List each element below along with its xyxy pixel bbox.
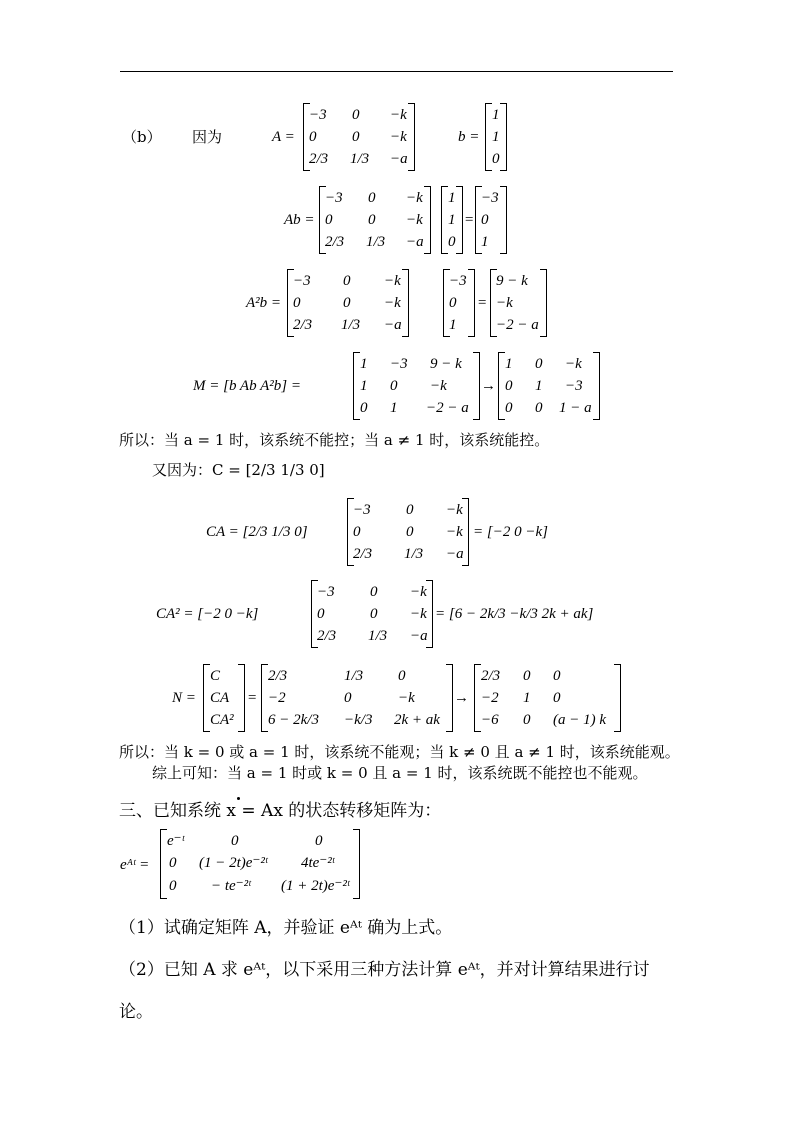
- matrix-N-reduced: [474, 664, 621, 732]
- matrix-entry: 6 − 2k/3: [268, 712, 319, 728]
- A2b-label: A²b =: [246, 295, 282, 311]
- vector-Ab: [475, 186, 507, 254]
- matrix-entry: −3: [565, 378, 583, 394]
- matrix-entry: 2/3: [293, 317, 313, 333]
- vector-N: [203, 664, 245, 732]
- matrix-entry: 2/3: [353, 546, 373, 562]
- matrix-entry: −k: [406, 212, 423, 228]
- matrix-entry: 0: [535, 356, 543, 372]
- matrix-entry: (1 − 2t)e⁻²ᵗ: [199, 855, 268, 871]
- matrix-entry: −k: [446, 502, 463, 518]
- vector-A2b: [490, 269, 547, 337]
- matrix-entry: 0: [553, 690, 561, 706]
- matrix-entry: 0: [370, 584, 378, 600]
- matrix-entry: 0: [390, 378, 398, 394]
- matrix-entry: −a: [384, 317, 402, 333]
- matrix-entry: 0: [449, 295, 457, 311]
- matrix-entry: 1 − a: [559, 400, 592, 416]
- matrix-entry: −k: [390, 129, 407, 145]
- matrix-entry: 2/3: [309, 151, 329, 167]
- matrix-entry: − te⁻²ᵗ: [211, 878, 251, 894]
- matrix-entry: −k: [410, 584, 427, 600]
- matrix-entry: 0: [293, 295, 301, 311]
- matrix-entry: 0: [481, 212, 489, 228]
- matrix-entry: 2/3: [317, 628, 337, 644]
- matrix-entry: 1/3: [341, 317, 361, 333]
- CA-left: CA = [2/3 1/3 0]: [206, 524, 308, 540]
- matrix-entry: −k: [410, 606, 427, 622]
- matrix-entry: 0: [352, 129, 360, 145]
- matrix-entry: 0: [169, 878, 177, 894]
- matrix-eAt: [160, 829, 360, 899]
- arrow-icon: →: [481, 378, 496, 394]
- matrix-entry: 0: [317, 606, 325, 622]
- header-rule: [120, 71, 673, 72]
- matrix-entry: 0: [398, 668, 406, 684]
- because-label: 因为: [192, 128, 223, 146]
- matrix-entry: 0: [325, 212, 333, 228]
- matrix-entry: −k: [430, 378, 447, 394]
- matrix-entry: (1 + 2t)e⁻²ᵗ: [281, 878, 350, 894]
- matrix-entry: 1: [360, 356, 368, 372]
- matrix-M: [353, 352, 480, 420]
- matrix-A-3: [287, 269, 409, 337]
- matrix-entry: 0: [406, 524, 414, 540]
- matrix-entry: −2: [481, 690, 499, 706]
- matrix-entry: 2/3: [325, 234, 345, 250]
- Ab-label: Ab =: [284, 212, 315, 228]
- matrix-entry: 0: [353, 524, 361, 540]
- equals-sign: =: [464, 212, 475, 228]
- matrix-entry: −k: [384, 295, 401, 311]
- matrix-entry: −a: [406, 234, 424, 250]
- matrix-entry: 0: [448, 234, 456, 250]
- matrix-entry: 0: [343, 273, 351, 289]
- matrix-entry: e⁻ᵗ: [167, 833, 185, 849]
- CA-right: = [−2 0 −k]: [473, 524, 548, 540]
- matrix-entry: −3: [390, 356, 408, 372]
- matrix-entry: 1: [481, 234, 489, 250]
- matrix-entry: 0: [360, 400, 368, 416]
- matrix-entry: −3: [449, 273, 467, 289]
- matrix-entry: CA: [210, 690, 230, 706]
- matrix-A-5: [311, 580, 433, 648]
- matrix-entry: 1/3: [404, 546, 424, 562]
- matrix-entry: 1: [448, 212, 456, 228]
- matrix-entry: −3: [293, 273, 311, 289]
- matrix-entry: 1/3: [344, 668, 364, 684]
- matrix-entry: 0: [535, 400, 543, 416]
- matrix-entry: −k: [446, 524, 463, 540]
- matrix-entry: 0: [505, 400, 513, 416]
- arrow-icon: →: [454, 690, 469, 706]
- matrix-entry: 0: [343, 295, 351, 311]
- eAt-label: eᴬᵗ =: [120, 857, 150, 873]
- matrix-entry: −k/3: [344, 712, 373, 728]
- question-3-part-1: （1）试确定矩阵 A，并验证 eᴬᵗ 确为上式。: [119, 918, 453, 938]
- matrix-entry: 0: [370, 606, 378, 622]
- matrix-entry: 1: [492, 129, 500, 145]
- matrix-A-label: A =: [272, 129, 295, 145]
- matrix-entry: 0: [309, 129, 317, 145]
- matrix-entry: −3: [481, 190, 499, 206]
- matrix-entry: 2/3: [268, 668, 288, 684]
- matrix-entry: −3: [317, 584, 335, 600]
- matrix-entry: 1: [535, 378, 543, 394]
- matrix-entry: −2: [268, 690, 286, 706]
- matrix-A-2: [319, 186, 431, 254]
- matrix-entry: −6: [481, 712, 499, 728]
- matrix-entry: 0: [368, 190, 376, 206]
- vector-b: [485, 103, 507, 171]
- question-3-part-2-cont: 论。: [119, 1002, 153, 1022]
- matrix-entry: 4te⁻²ᵗ: [301, 855, 335, 871]
- controllability-conclusion: 所以：当 a = 1 时，该系统不能控；当 a ≠ 1 时，该系统能控。: [119, 431, 550, 449]
- matrix-entry: −3: [309, 107, 327, 123]
- matrix-A: [303, 103, 415, 171]
- matrix-entry: −3: [325, 190, 343, 206]
- matrix-entry: 1: [448, 190, 456, 206]
- matrix-entry: (a − 1) k: [553, 712, 607, 728]
- matrix-entry: 0: [315, 833, 323, 849]
- matrix-entry: −a: [390, 151, 408, 167]
- CA2-left: CA² = [−2 0 −k]: [156, 606, 259, 622]
- equals-sign: =: [477, 295, 488, 311]
- matrix-N: [261, 664, 453, 732]
- question-3-title: 三、已知系统 x = Ax 的状态转移矩阵为：: [119, 801, 442, 821]
- section-label: （b）: [122, 128, 162, 146]
- matrix-entry: 1/3: [368, 628, 388, 644]
- vector-b-label: b =: [458, 129, 480, 145]
- matrix-entry: −k: [496, 295, 513, 311]
- matrix-entry: 9 − k: [496, 273, 528, 289]
- C-definition: 又因为：C = [2/3 1/3 0]: [152, 461, 325, 479]
- matrix-entry: 0: [352, 107, 360, 123]
- M-label: M = [b Ab A²b] =: [193, 378, 301, 394]
- matrix-entry: −k: [390, 107, 407, 123]
- vector-b-2: [441, 186, 463, 254]
- summary-conclusion: 综上可知：当 a = 1 时或 k = 0 且 a = 1 时，该系统既不能控也不能观。: [152, 764, 648, 782]
- matrix-entry: 0: [169, 855, 177, 871]
- matrix-entry: 1/3: [366, 234, 386, 250]
- matrix-entry: −2 − a: [496, 317, 539, 333]
- matrix-entry: 1: [360, 378, 368, 394]
- matrix-entry: 1: [523, 690, 531, 706]
- matrix-entry: 0: [553, 668, 561, 684]
- matrix-entry: 0: [231, 833, 239, 849]
- matrix-entry: −a: [446, 546, 464, 562]
- matrix-entry: −k: [406, 190, 423, 206]
- matrix-entry: −a: [410, 628, 428, 644]
- observability-conclusion: 所以：当 k = 0 或 a = 1 时，该系统不能观；当 k ≠ 0 且 a ≠ 1 时，该系统能观。: [119, 743, 680, 761]
- matrix-entry: −3: [353, 502, 371, 518]
- matrix-entry: CA²: [210, 712, 234, 728]
- matrix-entry: 1: [505, 356, 513, 372]
- equals-sign: =: [247, 690, 258, 706]
- N-label: N =: [172, 690, 196, 706]
- CA2-right: = [6 − 2k/3 −k/3 2k + ak]: [435, 606, 594, 622]
- matrix-entry: −2 − a: [426, 400, 469, 416]
- matrix-entry: −k: [384, 273, 401, 289]
- matrix-entry: 0: [406, 502, 414, 518]
- matrix-entry: 1: [390, 400, 398, 416]
- matrix-entry: 0: [368, 212, 376, 228]
- derivative-dot: [237, 797, 240, 800]
- matrix-entry: −k: [398, 690, 415, 706]
- matrix-entry: 0: [523, 712, 531, 728]
- matrix-entry: 0: [344, 690, 352, 706]
- matrix-entry: 0: [523, 668, 531, 684]
- matrix-A-4: [347, 498, 469, 566]
- matrix-entry: 1: [449, 317, 457, 333]
- matrix-entry: 1: [492, 107, 500, 123]
- matrix-M-reduced: [498, 352, 600, 420]
- matrix-entry: 1/3: [350, 151, 370, 167]
- matrix-entry: −k: [565, 356, 582, 372]
- matrix-entry: 0: [492, 151, 500, 167]
- vector-Ab-2: [443, 269, 475, 337]
- matrix-entry: 9 − k: [430, 356, 462, 372]
- matrix-entry: 0: [505, 378, 513, 394]
- matrix-entry: C: [210, 668, 221, 684]
- matrix-entry: 2k + ak: [394, 712, 440, 728]
- matrix-entry: 2/3: [481, 668, 501, 684]
- question-3-part-2: （2）已知 A 求 eᴬᵗ，以下采用三种方法计算 eᴬᵗ，并对计算结果进行讨: [119, 960, 650, 980]
